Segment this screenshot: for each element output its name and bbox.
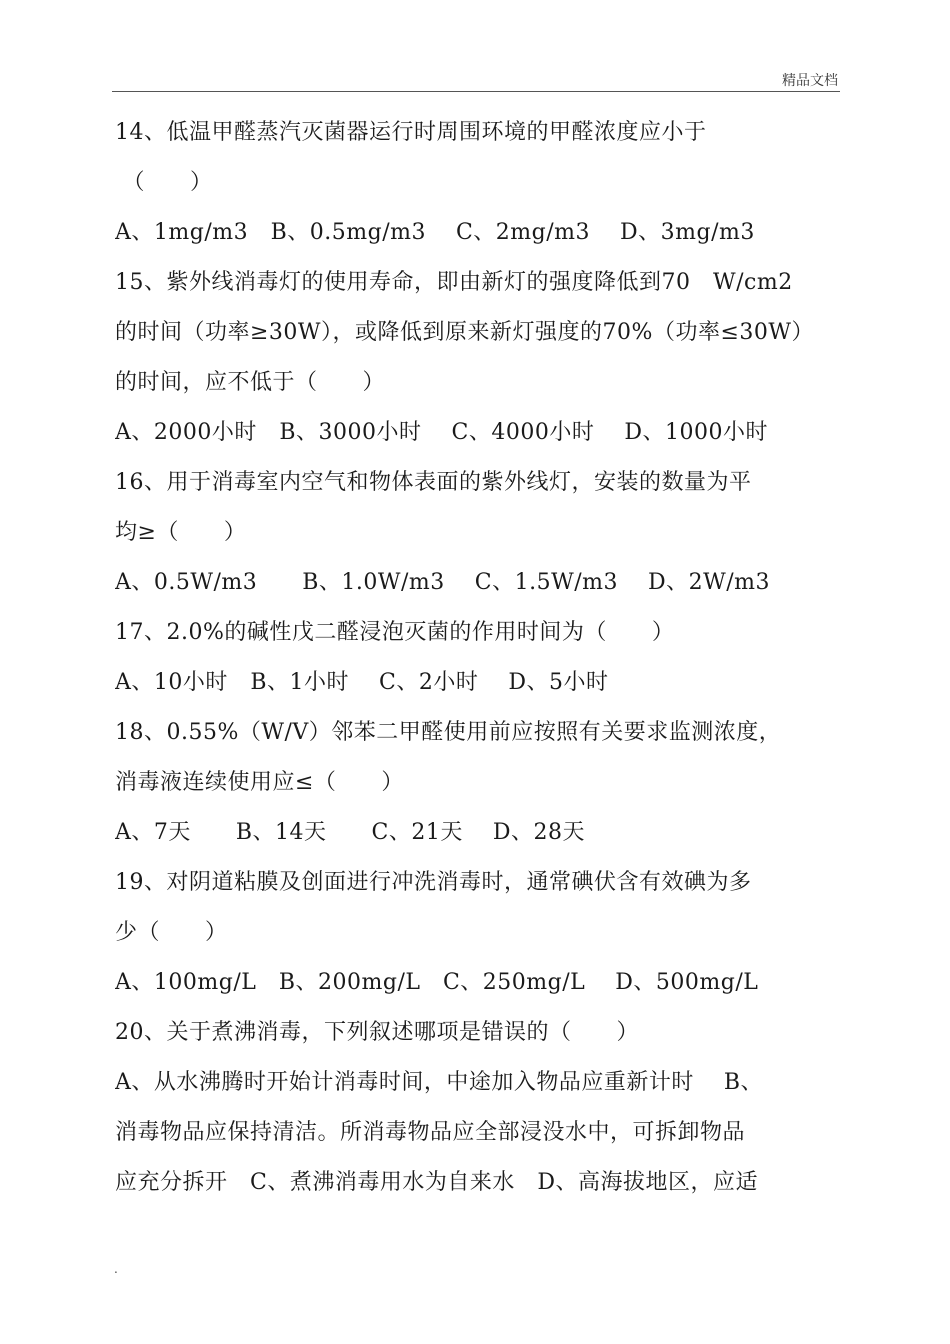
text-line: 20、关于煮沸消毒，下列叙述哪项是错误的（ ） — [115, 1020, 639, 1045]
text-line: 的时间，应不低于（ ） — [115, 370, 386, 395]
answer-options-line: A、0.5W/m3 B、1.0W/m3 C、1.5W/m3 D、2W/m3 — [115, 570, 771, 595]
text-line: （ ） — [115, 170, 213, 195]
answer-options-line: A、7天 B、14天 C、21天 D、28天 — [115, 820, 585, 845]
answer-options-line: A、2000小时 B、3000小时 C、4000小时 D、1000小时 — [115, 420, 768, 445]
text-line: 少（ ） — [115, 920, 228, 945]
text-line: 19、对阴道粘膜及创面进行冲洗消毒时，通常碘伏含有效碘为多 — [115, 870, 752, 895]
text-line: 消毒液连续使用应≤（ ） — [115, 770, 404, 795]
answer-options-line: A、从水沸腾时开始计消毒时间，中途加入物品应重新计时 B、 — [115, 1070, 764, 1095]
text-line: 16、用于消毒室内空气和物体表面的紫外线灯，安装的数量为平 — [115, 470, 752, 495]
answer-options-line: 应充分拆开 C、煮沸消毒用水为自来水 D、高海拔地区，应适 — [115, 1170, 758, 1195]
header-divider — [112, 91, 840, 92]
answer-options-line: 消毒物品应保持清洁。所消毒物品应全部浸没水中，可拆卸物品 — [115, 1120, 746, 1145]
text-line: 15、紫外线消毒灯的使用寿命，即由新灯的强度降低到70 W/cm2 — [115, 270, 793, 295]
footer-mark: . — [114, 1262, 118, 1276]
text-line: 18、0.55%（W/V）邻苯二甲醛使用前应按照有关要求监测浓度， — [115, 720, 782, 745]
text-line: 的时间（功率≥30W），或降低到原来新灯强度的70%（功率≤30W） — [115, 320, 814, 345]
document-header-label: 精品文档 — [782, 73, 838, 89]
question-text-body — [115, 108, 841, 1208]
text-line: 17、2.0%的碱性戊二醛浸泡灭菌的作用时间为（ ） — [115, 620, 675, 645]
answer-options-line: A、10小时 B、1小时 C、2小时 D、5小时 — [115, 670, 609, 695]
answer-options-line: A、1mg/m3 B、0.5mg/m3 C、2mg/m3 D、3mg/m3 — [115, 220, 755, 245]
text-line: 14、低温甲醛蒸汽灭菌器运行时周围环境的甲醛浓度应小于 — [115, 120, 707, 145]
text-line: 均≥（ ） — [115, 520, 247, 545]
answer-options-line: A、100mg/L B、200mg/L C、250mg/L D、500mg/L — [115, 970, 759, 995]
